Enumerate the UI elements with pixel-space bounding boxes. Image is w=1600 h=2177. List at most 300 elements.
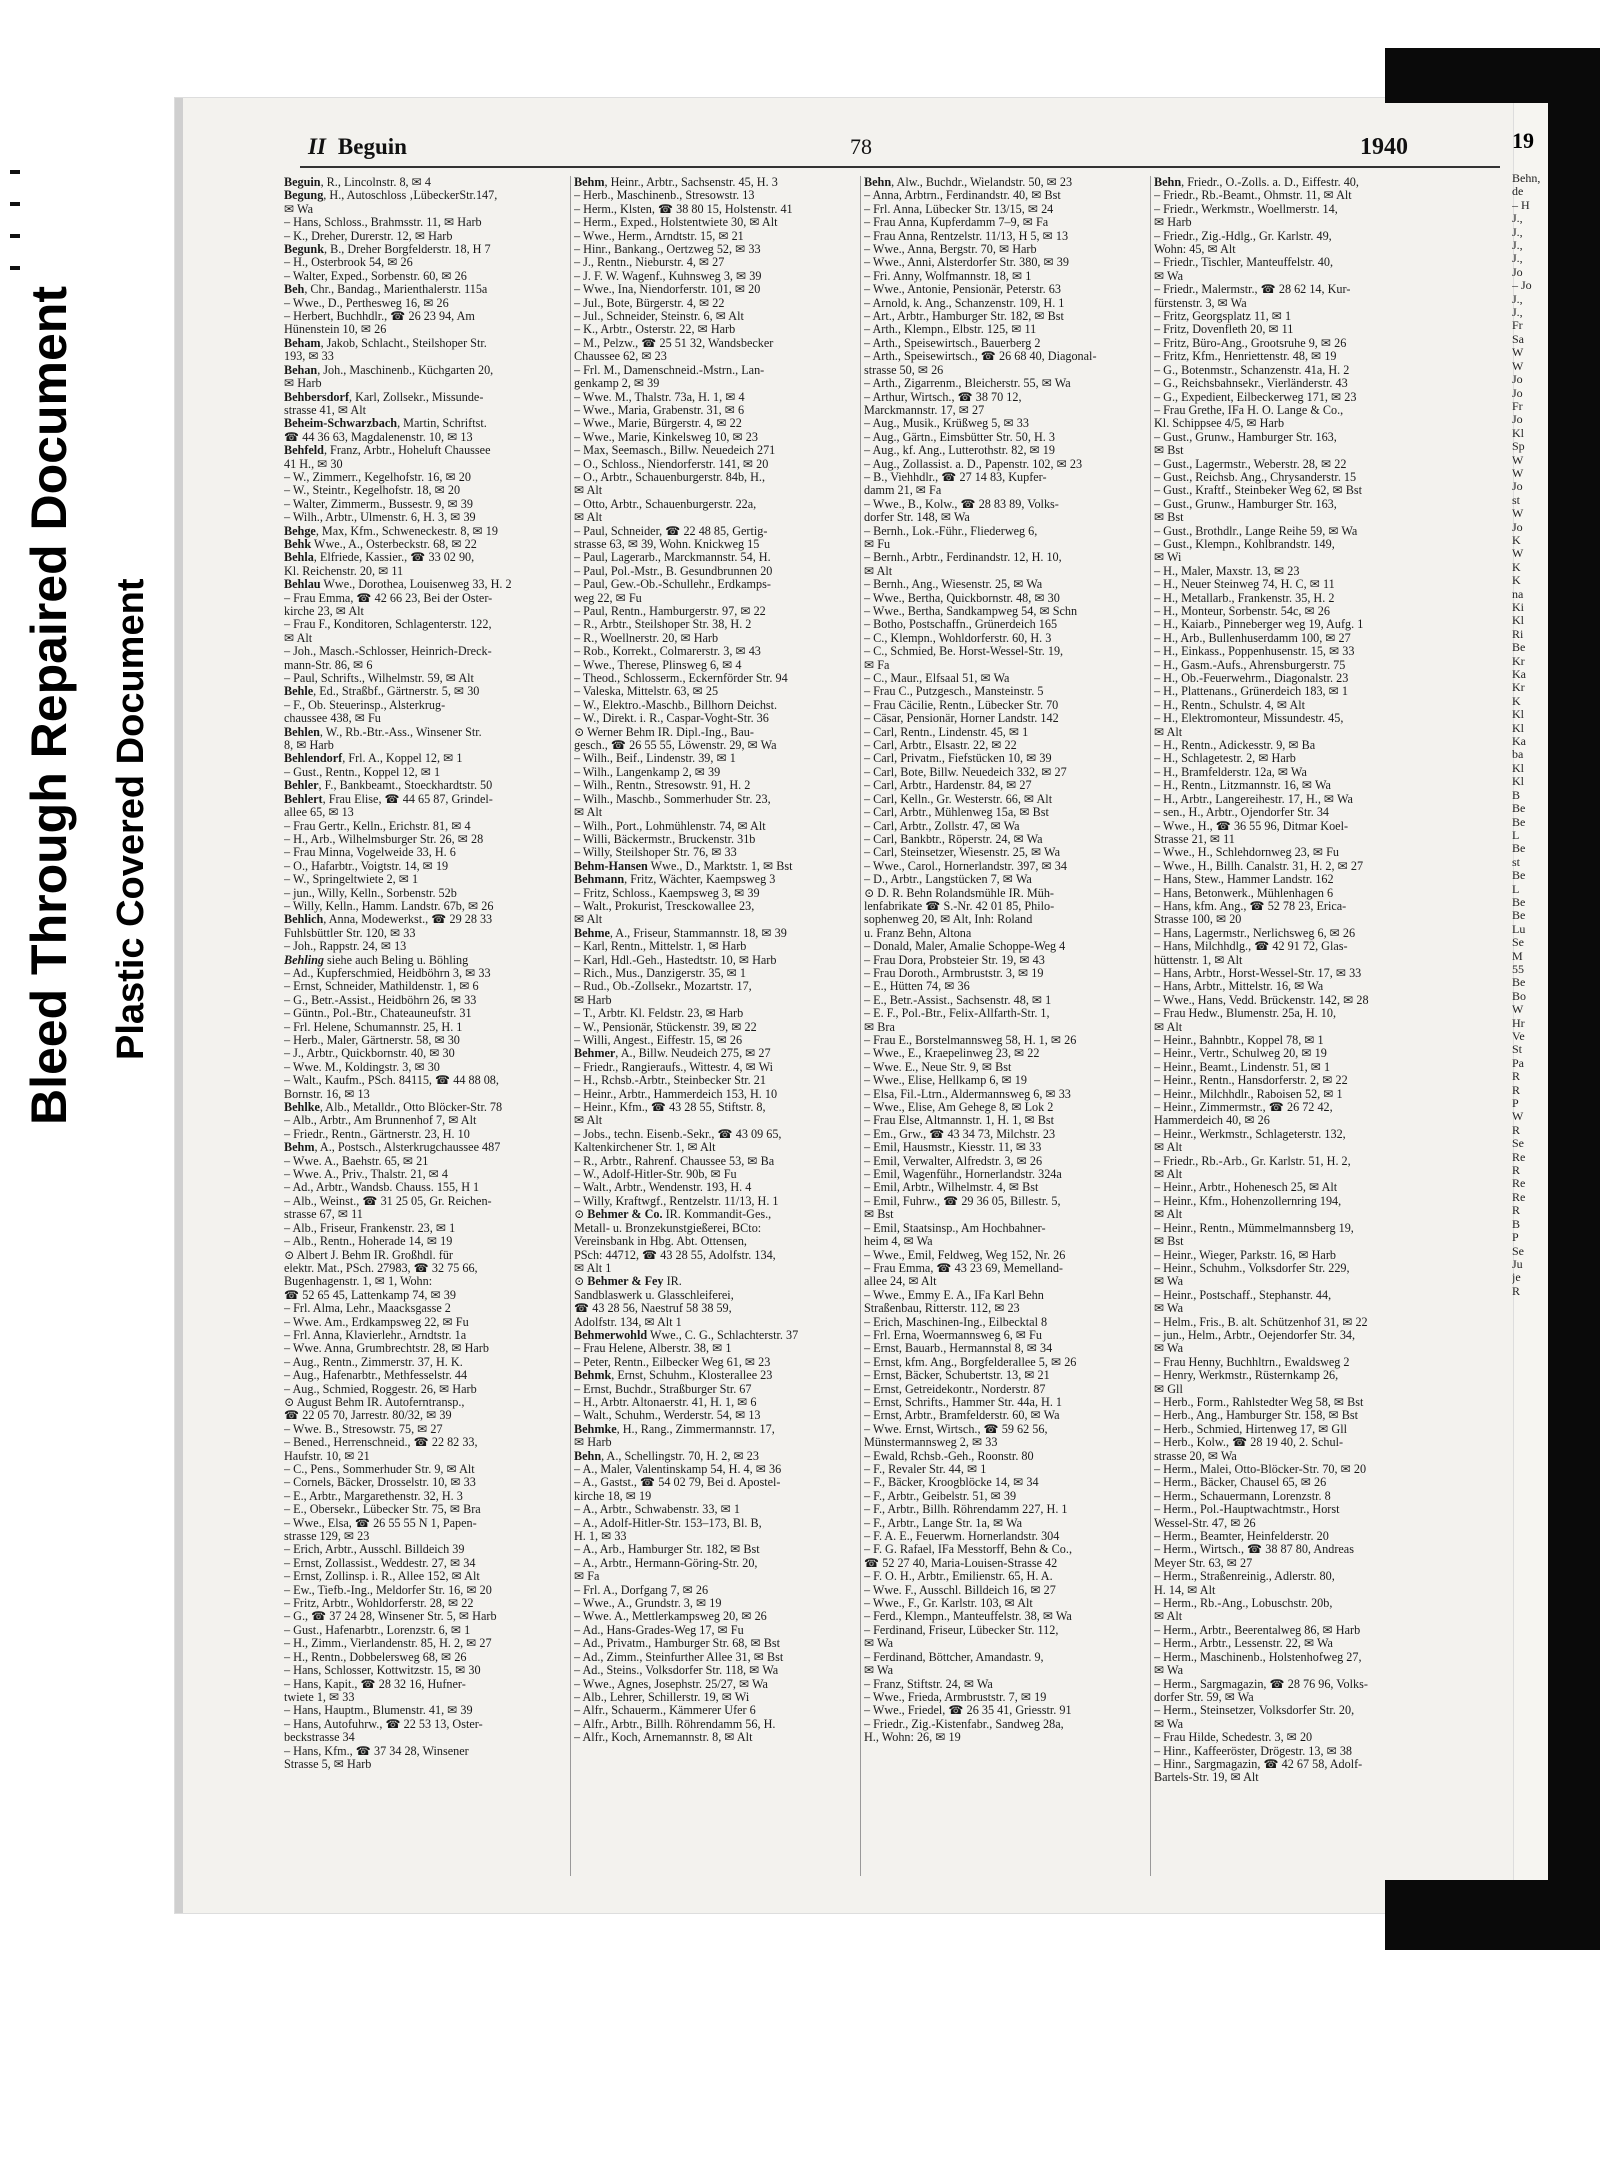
directory-entry: H., Wohn: 26, ✉ 19 (864, 1731, 961, 1745)
directory-entry: Münstermannsweg 2, ✉ 33 (864, 1436, 998, 1450)
directory-entry: – W., Pensionär, Stückenstr. 39, ✉ 22 (574, 1020, 757, 1034)
directory-entry: – Wwe. B., Stresowstr. 75, ✉ 27 (284, 1422, 443, 1436)
fragment-line: Be (1512, 908, 1526, 923)
fragment-line: Be (1512, 640, 1526, 655)
directory-entry: ⊙ Albert J. Behm IR. Großhdl. für (284, 1248, 453, 1262)
directory-entry: – Wilh., Maschb., Sommerhuder Str. 23, (574, 792, 771, 806)
side-label-bleed-through: Bleed Through Repaired Document (21, 286, 77, 1125)
directory-entry: – H., Elektromonteur, Missundestr. 45, (1154, 712, 1344, 726)
directory-entry: ✉ Alt (574, 1114, 603, 1128)
directory-entry: Sandblaswerk u. Glasschleiferei, (574, 1288, 734, 1302)
directory-entry: ✉ Alt (1154, 1610, 1183, 1624)
directory-entry: – Gust., Reichsb. Ang., Chrysanderstr. 15 (1154, 470, 1357, 484)
directory-entry: – Heinr., Schuhm., Volksdorfer Str. 229, (1154, 1261, 1350, 1275)
fragment-line: Se (1512, 1136, 1524, 1151)
directory-entry: – Heinr., Milchhdlr., Raboisen 52, ✉ 1 (1154, 1087, 1343, 1101)
directory-entry: – Wilh., Rentn., Stresowstr. 91, H. 2 (574, 779, 751, 793)
directory-entry: – O., Schloss., Niendorferstr. 141, ✉ 20 (574, 457, 769, 471)
directory-entry: Hammerdeich 40, ✉ 26 (1154, 1114, 1270, 1128)
directory-entry: – Ad., Steins., Volksdorfer Str. 118, ✉ Wa (574, 1664, 779, 1678)
directory-entry: – Alb., Lehrer, Schillerstr. 19, ✉ Wi (574, 1690, 750, 1704)
directory-entry: Marckmannstr. 17, ✉ 27 (864, 403, 985, 417)
directory-entry: – Heinr., Bahnbtr., Koppel 78, ✉ 1 (1154, 1034, 1324, 1047)
directory-entry: lenfabrikate ☎ S.-Nr. 42 01 85, Philo- (864, 899, 1055, 913)
directory-entry: – Wwe., Elise, Hellkamp 6, ✉ 19 (864, 1074, 1027, 1088)
fragment-line: Kr (1512, 680, 1525, 695)
directory-entry: – Erich, Arbtr., Ausschl. Billdeich 39 (284, 1543, 465, 1557)
directory-entry: – Wwe., Anni, Alsterdorfer Str. 380, ✉ 39 (864, 256, 1069, 270)
fragment-line: B (1512, 1216, 1521, 1231)
directory-entry: – Wilh., Beif., Lindenstr. 39, ✉ 1 (574, 752, 736, 766)
fragment-line: ba (1512, 747, 1524, 762)
fragment-line: W (1512, 1002, 1524, 1017)
directory-entry: – E., Obersekr., Lübecker Str. 75, ✉ Bra (284, 1503, 481, 1517)
directory-entry: – Wwe., Elise, Am Gehege 8, ✉ Lok 2 (864, 1101, 1054, 1115)
fragment-line: J., (1512, 291, 1523, 306)
fragment-line: st (1512, 854, 1521, 869)
directory-entry: Behn, Friedr., O.-Zolls. a. D., Eiffestr. 40, (1154, 176, 1359, 189)
fragment-line: R (1512, 1283, 1521, 1298)
directory-entry: – Wwe., Hans, Vedd. Brückenstr. 142, ✉ 28 (1154, 993, 1369, 1007)
fragment-line: Sa (1512, 331, 1524, 346)
directory-entry: – Karl, Rentn., Mittelstr. 1, ✉ Harb (574, 940, 747, 954)
directory-entry: – Arth., Speisewirtsch., Bauerberg 2 (864, 336, 1041, 350)
directory-entry: – Carl, Kelln., Gr. Westerstr. 66, ✉ Alt (864, 792, 1053, 806)
directory-entry: – C., Maur., Elfsaal 51, ✉ Wa (864, 672, 1010, 686)
directory-entry: – Wwe., A., Grundstr. 3, ✉ 19 (574, 1597, 722, 1611)
directory-entry: ✉ Alt (574, 484, 603, 498)
directory-entry: – J., Rentn., Nieburstr. 4, ✉ 27 (574, 256, 725, 270)
directory-entry: – E., Betr.-Assist., Sachsenstr. 48, ✉ 1 (864, 993, 1052, 1007)
directory-entry: – W., Adolf-Hitler-Str. 90b, ✉ Fu (574, 1168, 737, 1182)
directory-entry: ✉ Fa (574, 1570, 600, 1584)
directory-entry: Beheim-Schwarzbach, Martin, Schriftst. (284, 417, 487, 431)
directory-entry: – Wwe., Emmy E. A., IFa Karl Behn (864, 1288, 1044, 1302)
fragment-line: na (1512, 586, 1524, 601)
directory-entry: kirche 18, ✉ 19 (574, 1489, 652, 1503)
directory-entry: – Herb., Maschinenb., Stresowstr. 13 (574, 189, 755, 203)
directory-entry: hüttenstr. 1, ✉ Alt (1154, 953, 1243, 967)
directory-entry: Vereinsbank in Hbg. Abt. Ottensen, (574, 1235, 747, 1249)
directory-entry: – Hinr., Sargmagazin, ☎ 42 67 58, Adolf- (1154, 1757, 1363, 1771)
directory-entry: – H., Arb., Bullenhuserdamm 100, ✉ 27 (1154, 631, 1351, 645)
directory-entry: – Aug., Gärtn., Eimsbütter Str. 50, H. 3 (864, 430, 1055, 444)
directory-entry: chaussee 438, ✉ Fu (284, 712, 381, 726)
directory-entry: – H., Plattenans., Grünerdeich 183, ✉ 1 (1154, 685, 1349, 699)
directory-column-4 (1154, 176, 1426, 1896)
fragment-line: Jo (1512, 519, 1523, 534)
directory-entry: Strasse 21, ✉ 11 (1154, 832, 1235, 846)
fragment-line: K (1512, 573, 1521, 588)
directory-entry: – Helm., Fris., B. alt. Schützenhof 31, ✉ 22 (1154, 1315, 1368, 1329)
directory-entry: – Joh., Masch.-Schlosser, Heinrich-Dreck- (284, 645, 492, 659)
directory-entry: – Anna, Arbtrn., Ferdinandstr. 40, ✉ Bst (864, 189, 1061, 203)
fragment-line: Hr (1512, 1015, 1525, 1030)
directory-entry: – Frau Hedw., Blumenstr. 25a, H. 10, (1154, 1007, 1337, 1021)
directory-entry: ✉ Alt 1 (574, 1261, 612, 1275)
directory-entry: – H., Maler, Maxstr. 13, ✉ 23 (1154, 564, 1300, 578)
directory-entry: – Wwe. Anna, Grumbrechtstr. 28, ✉ Harb (284, 1342, 489, 1356)
directory-entry: – K., Dreher, Durerstr. 12, ✉ Harb (284, 229, 453, 243)
directory-entry: – C., Klempn., Wohldorferstr. 60, H. 3 (864, 631, 1052, 645)
fragment-line: W (1512, 546, 1524, 561)
directory-entry: – Frau Doroth., Armbruststr. 3, ✉ 19 (864, 966, 1044, 980)
directory-entry: – Fritz, Dovenfleth 20, ✉ 11 (1154, 323, 1294, 337)
fragment-line: R (1512, 1163, 1521, 1178)
directory-entry: – Carl, Arbtr., Mühlenweg 15a, ✉ Bst (864, 806, 1049, 820)
directory-entry: – G., ☎ 37 24 28, Winsener Str. 5, ✉ Harb (284, 1610, 497, 1624)
directory-entry: – G., Reichsbahnsekr., Vierländerstr. 43 (1154, 377, 1348, 391)
directory-entry: – Alfr., Koch, Arnemannstr. 8, ✉ Alt (574, 1731, 753, 1745)
fragment-line: Sp (1512, 439, 1525, 454)
directory-entry: – W., Steintr., Kegelhofstr. 18, ✉ 20 (284, 484, 461, 498)
directory-entry: damm 21, ✉ Fa (864, 484, 942, 498)
fragment-line: Pa (1512, 1055, 1524, 1070)
fragment-line: W (1512, 1109, 1524, 1124)
directory-entry: – Friedr., Malermstr., ☎ 28 62 14, Kur- (1154, 283, 1351, 297)
directory-entry: ✉ Alt (574, 913, 603, 927)
fragment-line: L (1512, 881, 1520, 896)
directory-entry: – Herm., Bäcker, Chausel 65, ✉ 26 (1154, 1476, 1327, 1490)
directory-entry: – Cäsar, Pensionär, Horner Landstr. 142 (864, 712, 1059, 726)
directory-entry: – Alb., Friseur, Frankenstr. 23, ✉ 1 (284, 1221, 456, 1235)
directory-entry: – W., Springeltwiete 2, ✉ 1 (284, 873, 419, 887)
directory-entry: – Bernh., Lok.-Führ., Fliederweg 6, (864, 524, 1038, 538)
directory-entry: – Ernst, Zollassist., Weddestr. 27, ✉ 34 (284, 1556, 476, 1570)
directory-entry: – A., Arbtr., Hermann-Göring-Str. 20, (574, 1556, 758, 1570)
directory-entry: – Heinr., Arbtr., Hohenesch 25, ✉ Alt (1154, 1181, 1338, 1195)
column-divider (860, 176, 861, 1876)
directory-entry: – Art., Arbtr., Hamburger Str. 182, ✉ Bst (864, 310, 1064, 324)
directory-entry: ✉ Wa (1154, 1664, 1183, 1678)
directory-entry: sophenweg 20, ✉ Alt, Inh: Roland (864, 913, 1033, 927)
directory-entry: Behmke, H., Rang., Zimmermannstr. 17, (574, 1422, 775, 1436)
directory-entry: – Frau Emma, ☎ 42 66 23, Bei der Oster- (284, 591, 493, 605)
column-divider (570, 176, 571, 1876)
directory-entry: – Hinr., Bankang., Oertzweg 52, ✉ 33 (574, 243, 761, 257)
directory-entry: strasse 129, ✉ 23 (284, 1530, 370, 1544)
fragment-line: Se (1512, 935, 1524, 950)
directory-entry: Metall- u. Bronzekunstgießerei, BCto: (574, 1221, 762, 1235)
directory-entry: ✉ Bst (1154, 444, 1184, 458)
directory-entry: – Aug., Schmied, Roggestr. 26, ✉ Harb (284, 1382, 477, 1396)
next-page-fragment (1512, 172, 1548, 1862)
directory-entry: – H., Gasm.-Aufs., Ahrensburgerstr. 75 (1154, 658, 1346, 672)
directory-entry: – Walt., Schuhm., Werderstr. 54, ✉ 13 (574, 1409, 761, 1423)
directory-entry: – Walt., Kaufm., PSch. 84115, ☎ 44 88 08, (284, 1074, 499, 1088)
directory-entry: dorfer Str. 148, ✉ Wa (864, 511, 970, 525)
directory-entry: – Fritz, Arbtr., Wohldorferstr. 28, ✉ 22 (284, 1597, 474, 1611)
directory-entry: – Ernst, Bäcker, Schubertstr. 13, ✉ 21 (864, 1369, 1050, 1383)
directory-entry: – Ad., Zimm., Steinfurther Allee 31, ✉ Bst (574, 1650, 784, 1664)
fragment-line: Bo (1512, 988, 1527, 1003)
directory-entry: Wohn: 45, ✉ Alt (1154, 243, 1236, 257)
directory-entry: – H., Monteur, Sorbenstr. 54c, ✉ 26 (1154, 605, 1330, 618)
column-divider (1150, 176, 1151, 1876)
directory-entry: – H., Einkass., Poppenhusenstr. 15, ✉ 33 (1154, 645, 1355, 659)
page-number: 78 (850, 134, 872, 159)
directory-entry: – Ad., Privatm., Hamburger Str. 68, ✉ Bst (574, 1637, 781, 1651)
directory-entry: Behmer, A., Billw. Neudeich 275, ✉ 27 (574, 1047, 771, 1061)
directory-entry: ✉ Gll (1154, 1382, 1183, 1396)
directory-entry: Meyer Str. 63, ✉ 27 (1154, 1556, 1253, 1570)
directory-entry: ✉ Alt (1154, 1168, 1183, 1182)
fragment-line: R (1512, 1069, 1521, 1084)
directory-entry: – Emil, Fuhrw., ☎ 29 36 05, Billestr. 5, (864, 1194, 1061, 1208)
directory-entry: – Jobs., techn. Eisenb.-Sekr., ☎ 43 09 65, (574, 1127, 782, 1141)
fragment-line: je (1512, 1270, 1521, 1285)
directory-entry: Bugenhagenstr. 1, ✉ 1, Wohn: (284, 1275, 433, 1289)
directory-entry: – Carl, Steinsetzer, Wiesenstr. 25, ✉ Wa (864, 846, 1060, 860)
directory-entry: Strasse 5, ✉ Harb (284, 1757, 372, 1771)
directory-entry: – Max, Seemasch., Billw. Neuedeich 271 (574, 444, 776, 458)
directory-entry: – Henry, Werkmstr., Rüsternkamp 26, (1154, 1369, 1339, 1383)
directory-entry: – Heinr., Wieger, Parkstr. 16, ✉ Harb (1154, 1248, 1336, 1262)
directory-entry: ✉ Wa (1154, 1717, 1183, 1731)
fragment-line: Fr (1512, 398, 1523, 413)
fragment-line: Be (1512, 814, 1526, 829)
directory-entry: – F., Ob. Steuerinsp., Alsterkrug- (284, 698, 446, 712)
directory-entry: 8, ✉ Harb (284, 739, 334, 753)
directory-entry: – Joh., Rappstr. 24, ✉ 13 (284, 940, 407, 954)
directory-entry: ✉ Fu (864, 537, 891, 551)
fragment-line: Ve (1512, 1029, 1525, 1043)
directory-entry: – Frl. A., Dorfgang 7, ✉ 26 (574, 1583, 709, 1597)
directory-entry: ✉ Harb (574, 993, 612, 1007)
directory-entry: – H., Schlagetestr. 2, ✉ Harb (1154, 752, 1296, 766)
directory-entry: – Frau C., Putzgesch., Mansteinstr. 5 (864, 685, 1044, 699)
directory-entry: – Heinr., Zimmermstr., ☎ 26 72 42, (1154, 1101, 1333, 1115)
directory-entry: – Wilh., Port., Lohmühlenstr. 74, ✉ Alt (574, 819, 766, 833)
directory-entry: – Ernst, kfm. Ang., Borgfelderallee 5, ✉ 26 (864, 1355, 1077, 1369)
header-rule (300, 166, 1500, 168)
directory-entry: Beham, Jakob, Schlacht., Steilshoper Str. (284, 336, 487, 350)
fragment-line: Kl (1512, 774, 1524, 789)
directory-entry: Behn, A., Schellingstr. 70, H. 2, ✉ 23 (574, 1449, 759, 1463)
directory-entry: – Wwe. M., Thalstr. 73a, H. 1, ✉ 4 (574, 390, 745, 404)
directory-entry: – Hans, Lagermstr., Nerlichsweg 6, ✉ 26 (1154, 926, 1356, 940)
directory-entry: Kaltenkirchener Str. 1, ✉ Alt (574, 1141, 716, 1155)
directory-entry: – Paul, Schneider, ☎ 22 48 85, Gertig- (574, 524, 768, 538)
directory-entry: – Wwe., H., ☎ 36 55 96, Ditmar Koel- (1154, 819, 1349, 833)
directory-entry: – Hans, Arbtr., Mittelstr. 16, ✉ Wa (1154, 980, 1324, 994)
directory-entry: – Wwe., Bertha, Sandkampweg 54, ✉ Schn (864, 605, 1078, 618)
directory-entry: – Wwe., Agnes, Josephstr. 25/27, ✉ Wa (574, 1677, 768, 1691)
directory-entry: – Ferd., Klempn., Manteuffelstr. 38, ✉ Wa (864, 1610, 1072, 1624)
directory-entry: – Ad., Arbtr., Wandsb. Chauss. 155, H 1 (284, 1181, 480, 1195)
directory-entry: – Gust., Lagermstr., Weberstr. 28, ✉ 22 (1154, 457, 1347, 471)
directory-entry: – Donald, Maler, Amalie Schoppe-Weg 4 (864, 940, 1066, 954)
fragment-line: W (1512, 465, 1524, 480)
directory-entry: – Frl. M., Damenschneid.-Mstrn., Lan- (574, 363, 765, 377)
directory-entry: Behlert, Frau Elise, ☎ 44 65 87, Grindel- (284, 792, 493, 806)
directory-entry: – Carl, Arbtr., Elsastr. 22, ✉ 22 (864, 739, 1017, 753)
directory-entry: Behbersdorf, Karl, Zollsekr., Missunde- (284, 390, 484, 404)
fragment-line: P (1512, 1096, 1519, 1111)
directory-entry: Behmann, Fritz, Wächter, Kaempsweg 3 (574, 873, 776, 887)
directory-entry: – F. A. E., Feuerwm. Hornerlandstr. 304 (864, 1530, 1060, 1544)
fragment-line: Ju (1512, 1256, 1523, 1271)
fragment-line: Jo (1512, 264, 1523, 279)
directory-entry: – E., Hütten 74, ✉ 36 (864, 980, 970, 994)
directory-entry: ✉ Wa (1154, 269, 1183, 283)
directory-entry: – Wwe. Ernst, Wirtsch., ☎ 59 62 56, (864, 1422, 1048, 1436)
directory-entry: – Alb., Weinst., ☎ 31 25 05, Gr. Reichen- (284, 1194, 492, 1208)
directory-entry: – R., Woellnerstr. 20, ✉ Harb (574, 631, 719, 645)
directory-entry: – Wwe. F., Ausschl. Billdeich 16, ✉ 27 (864, 1583, 1056, 1597)
directory-entry: ✉ Bst (1154, 1235, 1184, 1249)
directory-entry: ✉ Alt (574, 806, 603, 820)
directory-entry: – Wwe. A., Mettlerkampsweg 20, ✉ 26 (574, 1610, 767, 1624)
directory-entry: – Frau Anna, Kupferdamm 7–9, ✉ Fa (864, 216, 1049, 230)
fragment-line: Kl (1512, 613, 1524, 628)
directory-entry: – Aug., Zollassist. a. D., Papenstr. 102, ✉ 23 (864, 457, 1083, 471)
directory-entry: – Elsa, Fil.-Ltrn., Aldermannsweg 6, ✉ 33 (864, 1087, 1071, 1101)
fragment-line: R (1512, 1122, 1521, 1137)
directory-entry: – Wwe., Therese, Plinsweg 6, ✉ 4 (574, 658, 742, 672)
directory-entry: ✉ Bst (864, 1208, 894, 1222)
directory-entry: – Fritz, Schloss., Kaempsweg 3, ✉ 39 (574, 886, 760, 900)
directory-entry: – H., Metallarb., Frankenstr. 35, H. 2 (1154, 591, 1335, 605)
fragment-line: – H (1512, 197, 1530, 212)
directory-entry: – Hans, Stew., Hammer Landstr. 162 (1154, 873, 1334, 887)
directory-entry: – H., Zimm., Vierlandenstr. 85, H. 2, ✉ 27 (284, 1637, 492, 1651)
directory-entry: – Heinr., Vertr., Schulweg 20, ✉ 19 (1154, 1047, 1327, 1061)
directory-entry: – Wwe. M., Koldingstr. 3, ✉ 30 (284, 1060, 440, 1074)
fragment-line: st (1512, 492, 1521, 507)
directory-entry: dorfer Str. 59, ✉ Wa (1154, 1690, 1254, 1704)
fragment-line: Be (1512, 841, 1526, 856)
page-year: 1940 (1360, 134, 1408, 160)
directory-entry: – Wwe., H., Billh. Canalstr. 31, H. 2, ✉ 27 (1154, 859, 1364, 873)
directory-entry: – Hans, Autofuhrw., ☎ 22 53 13, Oster- (284, 1717, 483, 1731)
directory-entry: – Wwe., Carol., Hornerlandstr. 397, ✉ 34 (864, 859, 1067, 873)
directory-entry: – Gust., Brothdlr., Lange Reihe 59, ✉ Wa (1154, 524, 1358, 538)
side-label-plastic-covered: Plastic Covered Document (110, 578, 152, 1060)
directory-entry: – Ferdinand, Böttcher, Amandastr. 9, (864, 1650, 1044, 1664)
fragment-line: 55 (1512, 961, 1524, 976)
fragment-line: St (1512, 1042, 1523, 1057)
directory-entry: – Aug., Musik., Krüßweg 5, ✉ 33 (864, 417, 1029, 431)
directory-entry: Straßenbau, Ritterstr. 112, ✉ 23 (864, 1302, 1020, 1316)
fragment-line: de (1512, 184, 1524, 199)
directory-entry: – B., Viehhdlr., ☎ 27 14 83, Kupfer- (864, 470, 1047, 484)
directory-entry: – Frl. Anna, Lübecker Str. 13/15, ✉ 24 (864, 202, 1054, 216)
directory-entry: – Emil, Staatsinsp., Am Hochbahner- (864, 1221, 1046, 1235)
directory-entry: elektr. Mat., PSch. 27983, ☎ 32 75 66, (284, 1261, 478, 1275)
directory-entry: – Wwe., D., Perthesweg 16, ✉ 26 (284, 296, 449, 310)
directory-entry: Hünenstein 10, ✉ 26 (284, 323, 387, 337)
directory-entry: – Frau Cäcilie, Rentn., Lübecker Str. 70 (864, 698, 1059, 712)
fragment-line: J., (1512, 305, 1523, 320)
directory-entry: – Ferdinand, Friseur, Lübecker Str. 112, (864, 1623, 1059, 1637)
directory-entry: – Wwe., Friedel, ☎ 26 35 41, Griesstr. 91 (864, 1704, 1072, 1718)
directory-entry: – F., Arbtr., Geibelstr. 51, ✉ 39 (864, 1489, 1017, 1503)
directory-entry: – Heinr., Kfm., ☎ 43 28 55, Stiftstr. 8, (574, 1101, 766, 1115)
directory-entry: – Walter, Zimmerm., Bussestr. 9, ✉ 39 (284, 497, 473, 511)
directory-entry: ✉ Wa (864, 1637, 893, 1651)
directory-entry: – Hans, kfm. Ang., ☎ 52 78 23, Erica- (1154, 899, 1347, 913)
directory-entry: ☎ 44 36 63, Magdalenenstr. 10, ✉ 13 (284, 430, 473, 444)
directory-entry: – H., Arbtr. Altonaerstr. 41, H. 1, ✉ 6 (574, 1395, 757, 1409)
directory-entry: – Frau Hilde, Schedestr. 3, ✉ 20 (1154, 1731, 1313, 1745)
directory-entry: ☎ 52 27 40, Maria-Louisen-Strasse 42 (864, 1556, 1058, 1570)
directory-entry: – E. F., Pol.-Btr., Felix-Allfarth-Str. 1, (864, 1007, 1050, 1021)
directory-entry: – Bernh., Arbtr., Ferdinandstr. 12, H. 10, (864, 551, 1062, 565)
fragment-line: K (1512, 693, 1521, 708)
directory-entry: – Rich., Mus., Danzigerstr. 35, ✉ 1 (574, 966, 747, 980)
directory-entry: – Botho, Postschaffn., Grünerdeich 165 (864, 618, 1058, 632)
directory-entry: – Herb., Schmied, Hirtenweg 17, ✉ Gll (1154, 1422, 1347, 1436)
directory-entry: – Karl, Hdl.-Geh., Hastedtstr. 10, ✉ Harb (574, 953, 777, 967)
directory-entry: – Heinr., Rentn., Mümmelmannsberg 19, (1154, 1221, 1354, 1235)
fragment-line: Jo (1512, 412, 1523, 427)
directory-entry: – sen., H., Arbtr., Ojendorfer Str. 34 (1154, 806, 1330, 820)
directory-entry: – Cornels, Bäcker, Drosselstr. 10, ✉ 33 (284, 1476, 476, 1490)
directory-column-2 (574, 176, 846, 1896)
directory-entry: – Gust., Klempn., Kohlbrandstr. 149, (1154, 537, 1335, 551)
directory-entry: – Emil, Arbtr., Wilhelmstr. 4, ✉ Bst (864, 1181, 1039, 1195)
directory-entry: – Frau F., Konditoren, Schlagenterstr. 122, (284, 618, 492, 632)
page-title: Beguin (337, 134, 407, 159)
directory-entry: strasse 63, ✉ 39, Wohn. Knickweg 15 (574, 537, 760, 551)
fragment-line: B (1512, 787, 1521, 802)
directory-entry: – Arth., Speisewirtsch., ☎ 26 68 40, Diagonal- (864, 350, 1097, 364)
fragment-line: Ri (1512, 626, 1524, 641)
directory-entry: – Friedr., Rb.-Arb., Gr. Karlstr. 51, H. 2, (1154, 1154, 1351, 1168)
directory-entry: – Arth., Klempn., Elbstr. 125, ✉ 11 (864, 323, 1037, 337)
directory-entry: – Willi, Bäckermstr., Bruckenstr. 31b (574, 832, 756, 846)
directory-entry: ✉ Harb (284, 377, 322, 391)
directory-entry: – Rob., Korrekt., Colmarerstr. 3, ✉ 43 (574, 645, 761, 659)
directory-entry: 193, ✉ 33 (284, 350, 334, 364)
fragment-line: R (1512, 1203, 1521, 1218)
directory-entry: genkamp 2, ✉ 39 (574, 377, 660, 391)
directory-entry: – Herm., Schauermann, Lorenzstr. 8 (1154, 1489, 1331, 1503)
directory-entry: – A., Arbtr., Schwabenstr. 33, ✉ 1 (574, 1503, 740, 1517)
directory-entry: – Ad., Hans-Grades-Weg 17, ✉ Fu (574, 1623, 744, 1637)
fragment-line: Ka (1512, 734, 1526, 749)
directory-entry: – Rud., Ob.-Zollsekr., Mozartstr. 17, (574, 980, 752, 994)
directory-entry: – Jul., Bote, Bürgerstr. 4, ✉ 22 (574, 296, 725, 310)
fragment-line: Kl (1512, 707, 1524, 722)
fragment-line: P (1512, 1230, 1519, 1245)
directory-entry: Behmerwohld Wwe., C. G., Schlachterstr. 37 (574, 1328, 799, 1342)
directory-entry: – Theod., Schlosserm., Eckernförder Str. 94 (574, 672, 788, 686)
directory-entry: – Frau Else, Altmannstr. 1, H. 1, ✉ Bst (864, 1114, 1054, 1128)
fragment-line: J., (1512, 238, 1523, 253)
directory-entry: – Walt., Arbtr., Wendenstr. 193, H. 4 (574, 1181, 752, 1195)
directory-entry: – H., Osterbrook 54, ✉ 26 (284, 256, 413, 270)
directory-entry: – F., Bäcker, Kroogblöcke 14, ✉ 34 (864, 1476, 1039, 1490)
directory-entry: – Herbert, Buchhdlr., ☎ 26 23 94, Am (284, 310, 475, 324)
fragment-line: Be (1512, 975, 1526, 990)
directory-entry: – Wwe., Marie, Kinkelsweg 10, ✉ 23 (574, 430, 758, 444)
fragment-line: J., (1512, 211, 1523, 226)
directory-entry: – K., Arbtr., Osterstr. 22, ✉ Harb (574, 323, 736, 337)
directory-entry: – H., Arbtr., Langereihestr. 17, H., ✉ Wa (1154, 792, 1353, 806)
directory-entry: – Herm., Exped., Holstentwiete 30, ✉ Alt (574, 216, 778, 230)
directory-entry: Adolfstr. 134, ✉ Alt 1 (574, 1315, 682, 1329)
directory-entry: – Aug., Rentn., Zimmerstr. 37, H. K. (284, 1355, 463, 1369)
directory-entry: – Emil, Hausmstr., Kiesstr. 11, ✉ 33 (864, 1141, 1042, 1155)
directory-entry: allee 65, ✉ 13 (284, 806, 354, 820)
directory-entry: – Hans, Milchhdlg., ☎ 42 91 72, Glas- (1154, 940, 1348, 954)
fragment-line: Be (1512, 801, 1526, 816)
directory-entry: Beguin, R., Lincolnstr. 8, ✉ 4 (284, 176, 431, 189)
directory-entry: Behk Wwe., A., Osterbeckstr. 68, ✉ 22 (284, 537, 477, 551)
directory-entry: – W., Direkt. i. R., Caspar-Voght-Str. 36 (574, 712, 769, 726)
